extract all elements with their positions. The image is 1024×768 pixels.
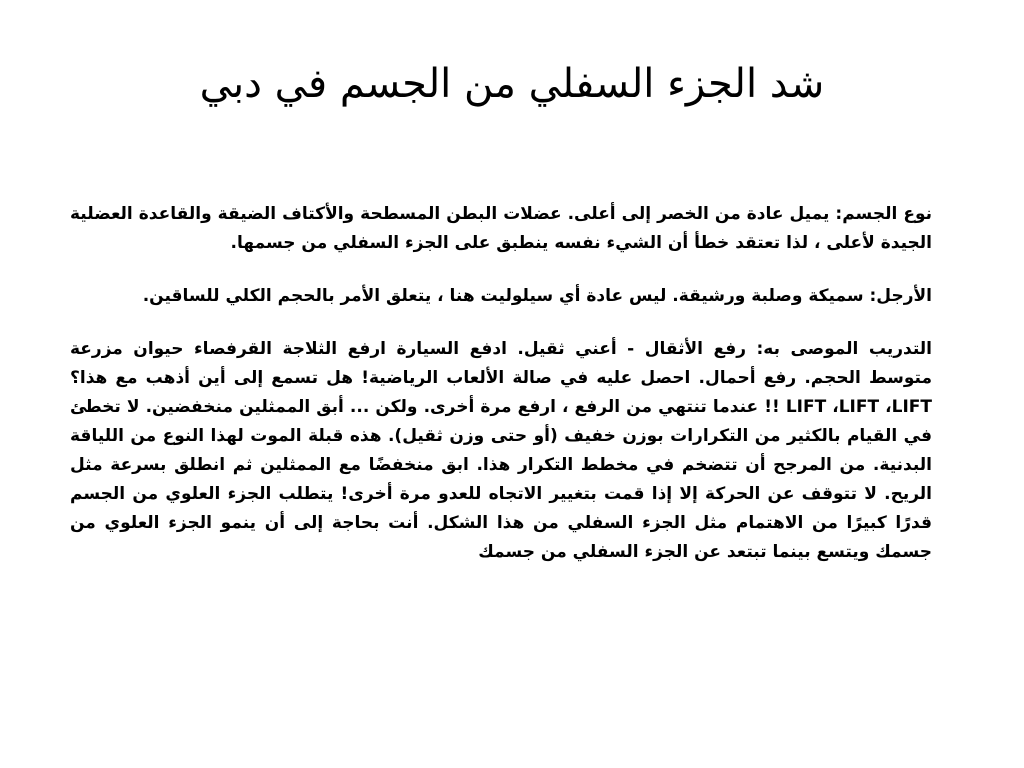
slide-body <box>70 200 932 591</box>
paragraph-legs: الأرجل: سميكة وصلبة ورشيقة. ليس عادة أي سيلوليت هنا ، يتعلق الأمر بالحجم الكلي للساقين. <box>142 286 932 306</box>
paragraph-body-type: نوع الجسم: يميل عادة من الخصر إلى أعلى. عضلات البطن المسطحة والأكتاف الضيقة والقاعدة العضلية الجيدة لأعلى ، لذا تعتقد خطأ أن الشيء نفسه ينطبق على الجزء السفلي من جسمها. <box>70 204 932 253</box>
slide-title: شد الجزء السفلي من الجسم في دبي <box>199 61 825 107</box>
paragraph-training: التدريب الموصى به: رفع الأثقال - أعني ثقيل. ادفع السيارة ارفع الثلاجة القرفصاء حيوان مزرعة متوسط الحجم. رفع أحمال. احصل عليه في صالة الألعاب الرياضية! هل تسمع إلى أين أذهب مع هذا؟LIFT ،LIFT ،LIFT !! عندما تنتهي من الرفع ، ارفع مرة أخرى. ولكن ... أبق الممثلين منخفضين. لا تخطئ في القيام بالكثير من التكرارات بوزن خفيف (أو حتى وزن ثقيل). هذه قبلة الموت لهذا النوع من اللياقة البدنية. من المرجح أن تتضخم في مخطط التكرار هذا. ابق منخفضًا مع الممثلين ثم انطلق بسرعة مثل الريح. لا تتوقف عن الحركة إلا إذا قمت بتغيير الاتجاه للعدو مرة أخرى! يتطلب الجزء العلوي من الجسم قدرًا كبيرًا من الاهتمام مثل الجزء السفلي من هذا الشكل. أنت بحاجة إلى أن ينمو الجزء العلوي من جسمك ويتسع بينما تبتعد عن الجزء السفلي من جسمك <box>70 339 932 562</box>
